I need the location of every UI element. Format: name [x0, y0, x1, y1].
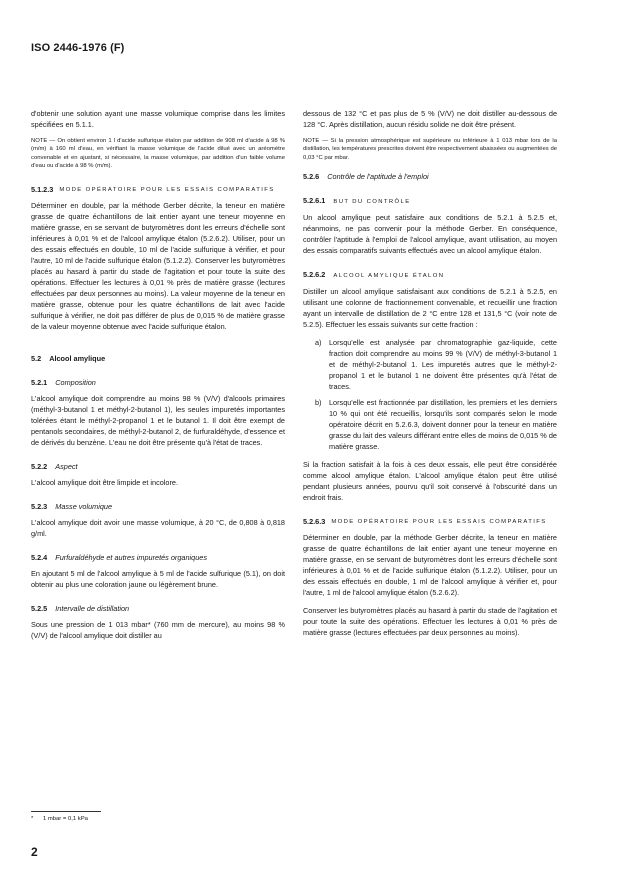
section-title: Furfuraldéhyde et autres impuretés organiques — [55, 552, 207, 562]
paragraph-5-2-1: L'alcool amylique doit comprendre au moins 98 % (V/V) d'alcools primaires (méthyl-3-butanol 1 et méthyl-2-butanol 1), les seules impuretés importantes tolérées étant le méthyl-2-propanol 1 et le butanol 1. Il doit être exempt de pentanols secondaires, de méthyl-2-butanol 2, de furfuraldéhyde, d'essence et de dérivés du benzène. L'eau ne doit être présente qu'à l'état de traces. — [31, 393, 285, 447]
section-title: Alcool amylique — [49, 353, 106, 363]
section-title: Intervalle de distillation — [55, 603, 130, 613]
paragraph-5-2-4: En ajoutant 5 ml de l'alcool amylique à 5 ml de l'acide sulfurique (5.1), on doit obtenir au plus une coloration jaune ou légèrement brune. — [31, 568, 285, 589]
section-number: 5.1.2.3 — [31, 184, 54, 194]
right-column — [303, 108, 557, 645]
section-number: 5.2.4 — [31, 552, 48, 562]
intro-paragraph: d'obtenir une solution ayant une masse volumique comprise dans les limites spécifiées en 5.1.1. — [31, 109, 285, 129]
section-title: Masse volumique — [55, 501, 113, 511]
list-item — [315, 397, 557, 452]
list-marker: a) — [315, 338, 322, 348]
section-title: Composition — [55, 377, 96, 387]
footnote-rule — [31, 811, 101, 812]
left-column — [31, 108, 285, 648]
heading-5-2-6 — [303, 172, 557, 182]
section-title: Aspect — [55, 461, 78, 471]
section-title: BUT DU CONTRÔLE — [333, 199, 411, 206]
note-acid: NOTE — On obtient environ 1 l d'acide sulfurique étalon par addition de 908 ml d'acide à 98 % (m/m) à 160 ml d'eau, en vérifiant la masse volumique de l'acide dilué avec un aréomètre convenable et en ajustant, si nécessaire, la masse volumique, par addition d'un faible volume d'eau ou d'acide à 98 % (m/m). — [31, 138, 285, 170]
section-number: 5.2.2 — [31, 461, 48, 471]
document-header: ISO 2446-1976 (F) — [31, 42, 125, 54]
paragraph-5-2-6-3: Déterminer en double, par la méthode Gerber décrite, la teneur en matière grasse de quatre échantillons de lait entier ayant une teneur moyenne en matière grasse, en se servant de butyromètres dont les erreurs d'échelle sont inférieures à 0,01 % et de l'acide sulfurique étalon (5.1.2.2). Utiliser, pour un des essais effectués en double, 1 ml de l'alcool amylique à vérifier et, pour l'autre, 1 ml de l'alcool amylique étalon (5.2.6.2). — [303, 533, 557, 598]
section-number: 5.2.3 — [31, 501, 48, 511]
list-marker: b) — [315, 398, 322, 408]
heading-5-2-6-2 — [303, 270, 557, 281]
paragraph-5-2-5-cont: dessous de 132 °C et pas plus de 5 % (V/V) ne doit distiller au-dessous de 128 °C. Après distillation, aucun résidu solide ne doit être présent. — [303, 109, 557, 129]
section-number: 5.2.5 — [31, 603, 48, 613]
paragraph-5-2-5: Sous une pression de 1 013 mbar* (760 mm de mercure), au moins 98 % (V/V) de l'alcool amylique doit distiller au — [31, 619, 285, 640]
section-number: 5.2.6.1 — [303, 196, 326, 206]
heading-5-2-3 — [31, 502, 285, 512]
section-title: ALCOOL AMYLIQUE ÉTALON — [333, 273, 445, 280]
section-number: 5.2.6.2 — [303, 270, 326, 280]
paragraph-5-2-6-2: Distiller un alcool amylique satisfaisant aux conditions de 5.2.1 à 5.2.5, en utilisant une colonne de fractionnement convenable, et recueillir une fraction ayant un intervalle de distillation de 2 °C entre 128 et 131,5 °C (voir note de 5.2.5). Effectuer les essais suivants sur cette fraction : — [303, 287, 557, 330]
section-number: 5.2.1 — [31, 377, 48, 387]
page-number: 2 — [31, 845, 38, 859]
list-text: Lorsqu'elle est fractionnée par distillation, les premiers et les derniers 10 % qui ont été recueillis, lorsqu'ils sont comparés selon le mode opératoire décrit en 5.2.6.3, doivent donner pour la teneur en matière grasse du lait des valeurs différant entre elles de moins de 0,015 % de matière grasse. — [329, 398, 557, 452]
paragraph-5-2-6-2-conclusion: Si la fraction satisfait à la fois à ces deux essais, elle peut être considérée comme alcool amylique étalon. L'alcool amylique étalon peut être utilisé pendant plusieurs années, pourvu qu'il soit conservé à l'obscurité dans un endroit frais. — [303, 460, 557, 503]
paragraph-5-2-3: L'alcool amylique doit avoir une masse volumique, à 20 °C, de 0,808 à 0,818 g/ml. — [31, 517, 285, 538]
heading-5-2-2 — [31, 462, 285, 472]
heading-5-2-1 — [31, 378, 285, 388]
heading-5-2-4 — [31, 553, 285, 563]
section-number: 5.2.6.3 — [303, 517, 326, 527]
heading-5-1-2-3 — [31, 185, 285, 195]
list-item — [315, 337, 557, 392]
heading-5-2-5 — [31, 604, 285, 614]
section-title: MODE OPÉRATOIRE POUR LES ESSAIS COMPARATIFS — [331, 519, 547, 526]
paragraph-5-1-2-3: Déterminer en double, par la méthode Gerber décrite, la teneur en matière grasse de quatre échantillons de lait entier ayant une teneur moyenne en matière grasse, en se servant de butyromètres dont les erreurs d'échelle sont inférieures à 0,01 % et de l'alcool amylique étalon (5.2.6.2). Utiliser, pour un des essais effectués en double, 10 ml de l'acide sulfurique à vérifier, et pour l'autre, 10 ml de l'acide sulfurique étalon (5.1.2.2). Conserver les butyromètres placés au hasard à partir du stade de l'agitation et pour toute la suite des opérations. Effectuer les lectures à 0,01 % près de matière grasse (lectures effectuées par deux personnes au moins). La valeur moyenne de la teneur en matière grasse, obtenue pour les quatre échantillons de lait avec l'acide sulfurique à vérifier, ne doit pas différer de plus de 0,015 % de matière grasse de la valeur moyenne obtenue avec l'acide sulfurique étalon. — [31, 200, 285, 331]
footnote-marker: * — [31, 816, 34, 822]
paragraph-5-2-2: L'alcool amylique doit être limpide et incolore. — [31, 477, 179, 487]
heading-5-2-6-3 — [303, 517, 557, 527]
section-title: Contrôle de l'aptitude à l'emploi — [327, 172, 429, 182]
note-pressure: NOTE — Si la pression atmosphérique est supérieure ou inférieure à 1 013 mbar lors de la distillation, les températures prescrites doivent être respectivement abaissées ou augmentées de 0,03 °C par mbar. — [303, 138, 557, 161]
heading-5-2 — [31, 354, 285, 364]
section-number: 5.2.6 — [303, 172, 320, 182]
paragraph-5-2-6-1: Un alcool amylique peut satisfaire aux conditions de 5.2.1 à 5.2.5 et, néanmoins, ne pas convenir pour la méthode Gerber. En conséquence, contrôler l'aptitude à l'emploi de l'alcool amylique, avant utilisation, au moyen des essais comparatifs suivants effectués avec un alcool amylique étalon. — [303, 213, 557, 256]
heading-5-2-6-1 — [303, 196, 557, 207]
footnote-text: 1 mbar = 0,1 kPa — [42, 816, 88, 822]
paragraph-5-2-6-3-b: Conserver les butyromètres placés au hasard à partir du stade de l'agitation et pour toute la suite des opérations. Effectuer les lectures à 0,01 % près de matière grasse (lectures effectuées par deux personnes au moins). — [303, 606, 557, 638]
section-title: MODE OPÉRATOIRE POUR LES ESSAIS COMPARATIFS — [59, 186, 275, 193]
footnote — [31, 816, 88, 822]
test-list — [303, 337, 557, 452]
list-text: Lorsqu'elle est analysée par chromatographie gaz-liquide, cette fraction doit comprendre au moins 99 % (V/V) de méthyl-3-butanol 1 et de méthyl-2-butanol 1. Les impuretés autres que le méthyl-2-propanol 1 et le butanol 1 ne doivent être présentes qu'à l'état de traces. — [329, 338, 557, 392]
section-number: 5.2 — [31, 353, 42, 363]
